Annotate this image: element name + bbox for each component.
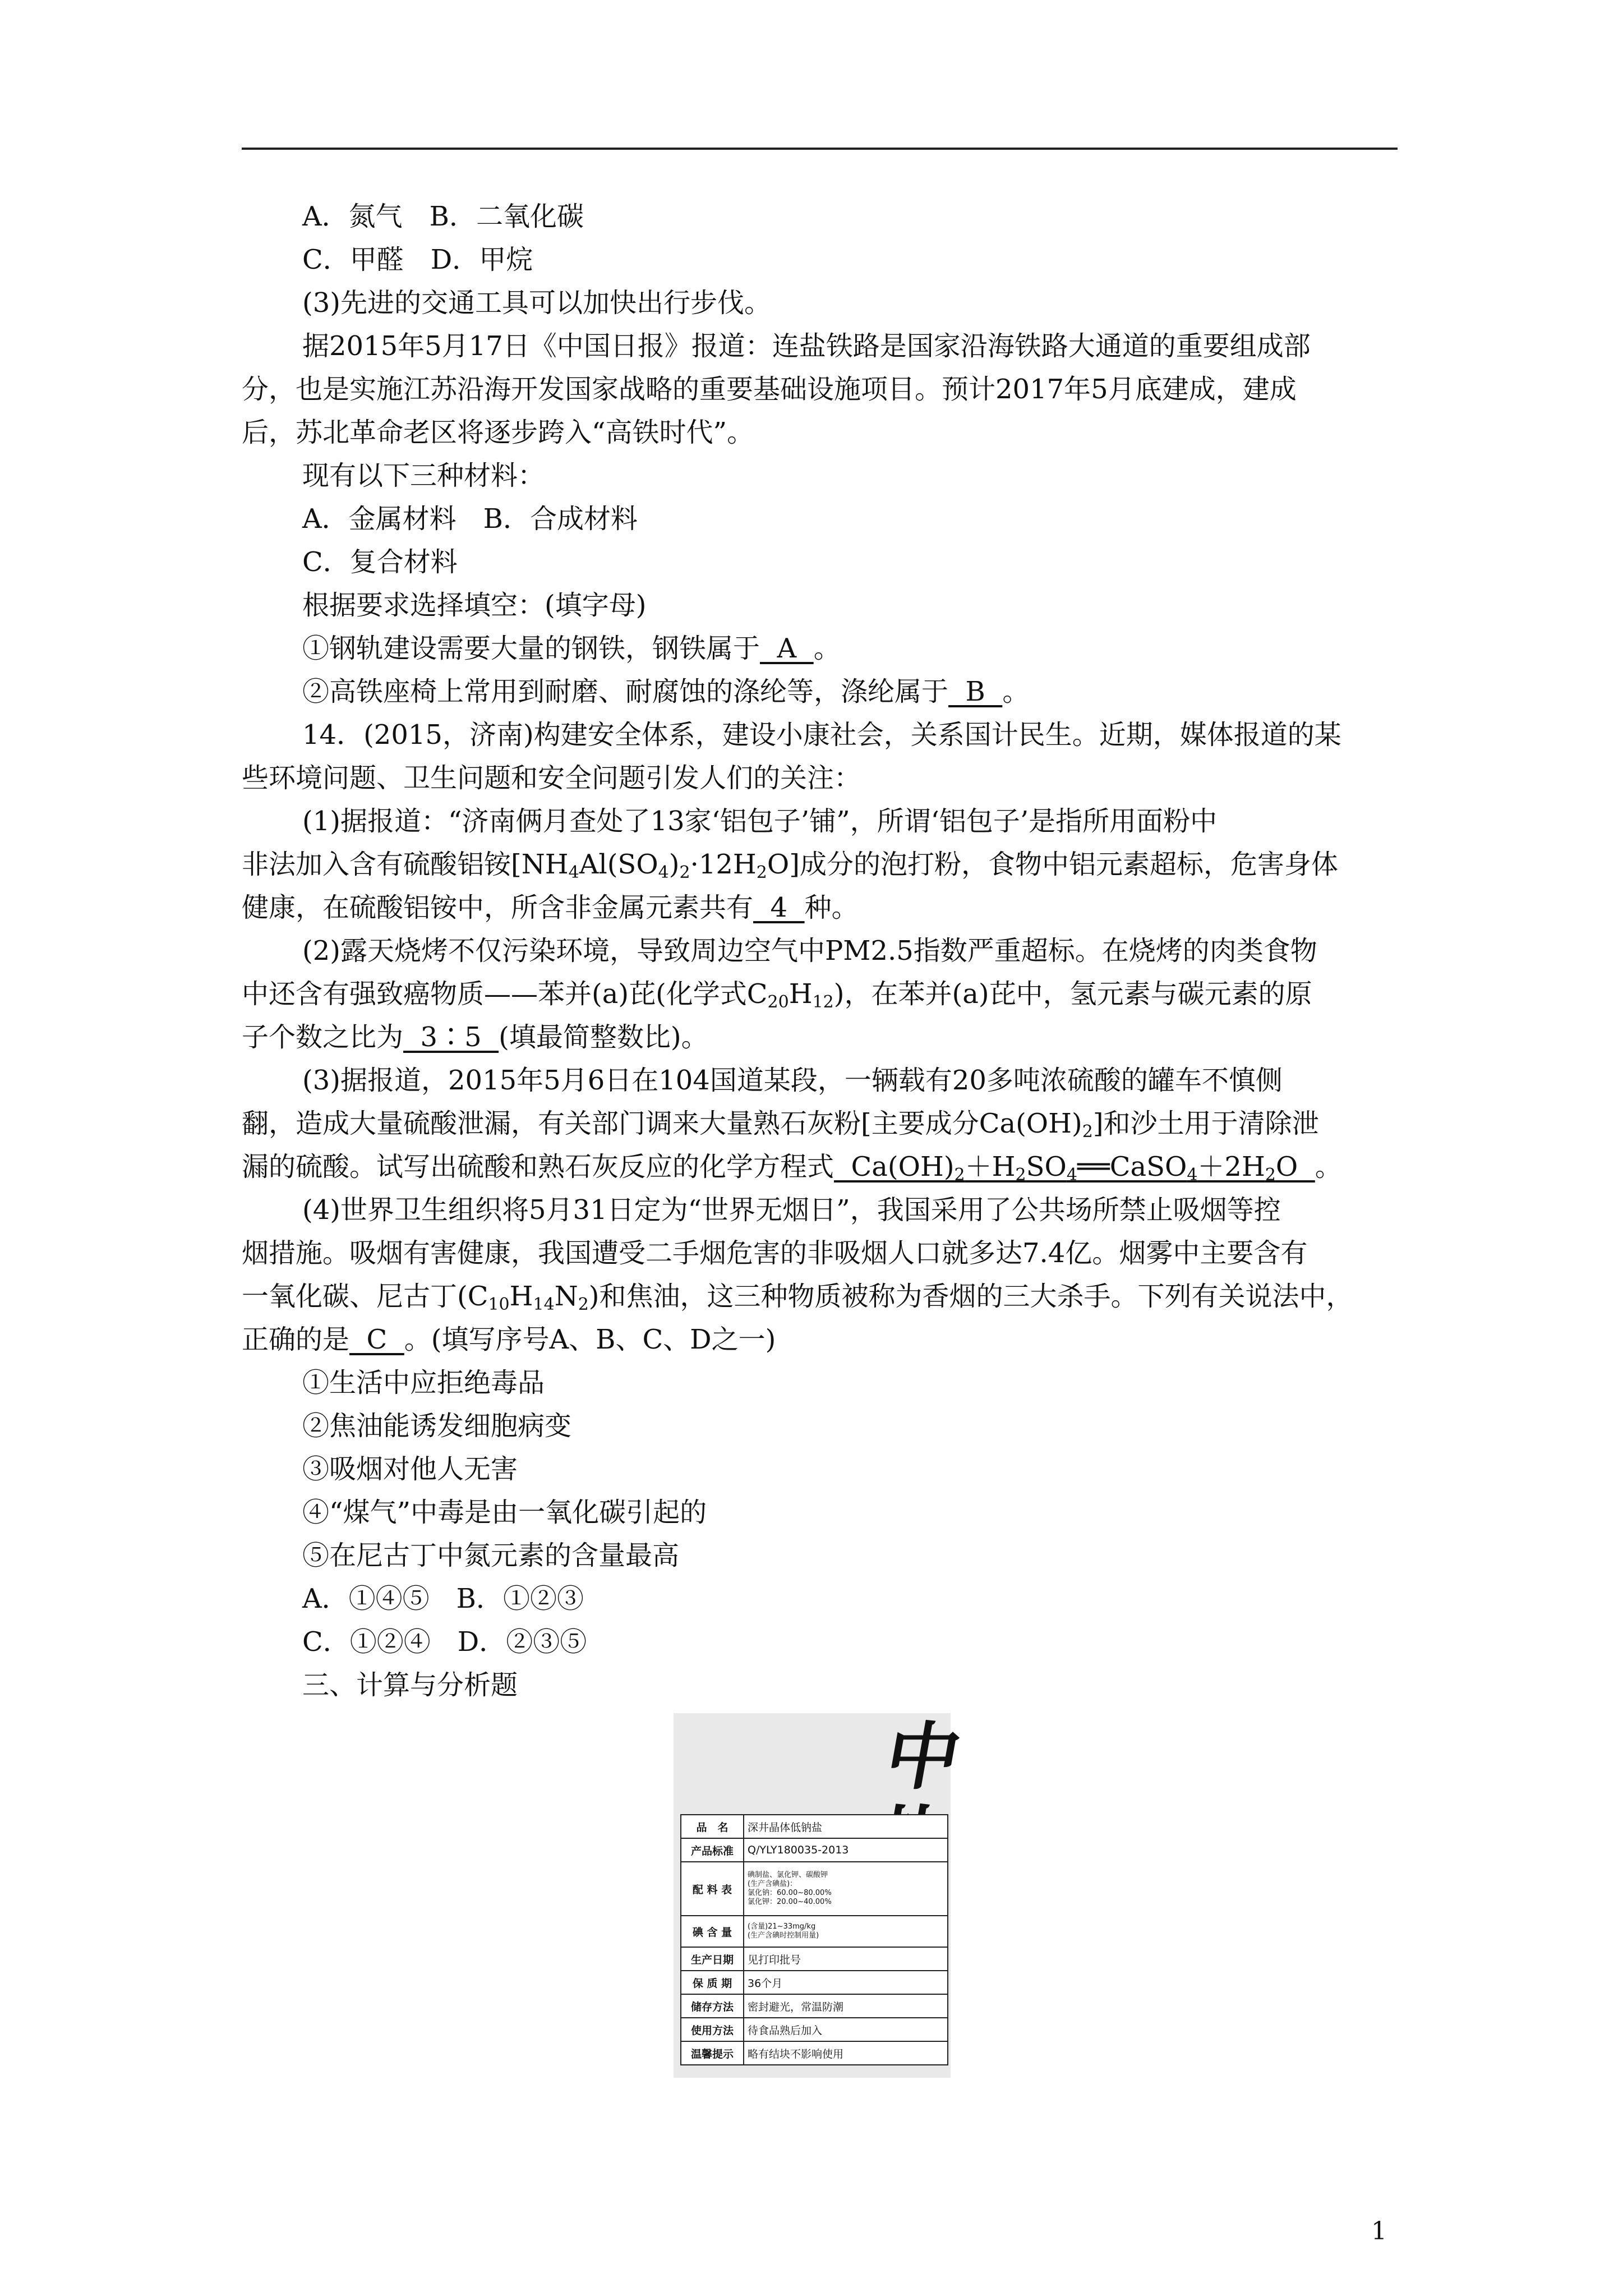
label-value: 略有结块不影响使用 xyxy=(744,2041,948,2065)
label-value: 见打印批号 xyxy=(744,1947,948,1971)
text-line: (2)露天烧烤不仅污染环境，导致周边空气中PM2.5指数严重超标。在烧烤的肉类食物 xyxy=(302,935,1317,967)
label-value: 碘制盐、氯化钾、碳酸钾 (生产含碘盐)： 氯化钠：60.00~80.00% 氯化钾：20.00~40.00% xyxy=(744,1862,948,1916)
label-value: 36个月 xyxy=(744,1971,948,1994)
label-row xyxy=(681,1815,948,1838)
section-heading: 三、计算与分析题 xyxy=(302,1669,518,1701)
label-key: 储存方法 xyxy=(681,1994,744,2018)
text-line: 子个数之比为 3∶5 (填最简整数比)。 xyxy=(242,1022,708,1053)
label-key: 配 料 表 xyxy=(681,1862,744,1916)
option-line: ⑤在尼古丁中氮元素的含量最高 xyxy=(302,1540,680,1571)
brand-logo: 中盐 xyxy=(879,1714,962,1800)
text-line: (3)先进的交通工具可以加快出行步伐。 xyxy=(302,287,771,319)
text-line: ①钢轨建设需要大量的钢铁，钢铁属于 A 。 xyxy=(302,633,841,664)
label-row xyxy=(681,1838,948,1862)
text-line: 烟措施。吸烟有害健康，我国遭受二手烟危害的非吸烟人口就多达7.4亿。烟雾中主要含有 xyxy=(242,1237,1308,1269)
label-key: 品 名 xyxy=(681,1815,744,1838)
salt-label-image xyxy=(674,1713,962,2078)
text-line: A．氮气 B．二氧化碳 xyxy=(302,201,584,232)
text-line: 后，苏北革命老区将逐步跨入“高铁时代”。 xyxy=(242,417,754,448)
text-line: (3)据报道，2015年5月6日在104国道某段，一辆载有20多吨浓硫酸的罐车不慎侧 xyxy=(302,1065,1283,1096)
answer-blank: B xyxy=(948,676,1003,707)
text-line: 一氧化碳、尼古丁$(C_{10}H_{14}N_2)$和焦油，这三种物质被称为香烟的三大杀手。下列有关说法中， xyxy=(242,1281,1353,1314)
option-line: ④“煤气”中毒是由一氧化碳引起的 xyxy=(302,1497,707,1528)
text-line: 中还含有强致癌物质——苯并(a)芘(化学式$C_{20}H_{12}$)，在苯并(a)芘中，氢元素与碳元素的原 xyxy=(242,978,1312,1012)
text-line: 非法加入含有硫酸铝铵$[NH_4Al(SO_4)_2\cdot 12H_2O]$成分的泡打粉，食物中铝元素超标，危害身体 xyxy=(242,849,1338,882)
text-line: A．金属材料 B．合成材料 xyxy=(302,503,638,535)
question-14-stem: 14．(2015，济南)构建安全体系，建设小康社会，关系国计民生。近期，媒体报道的某 xyxy=(302,719,1341,751)
text-line: 根据要求选择填空：(填字母) xyxy=(302,590,647,621)
header-rule xyxy=(242,148,1398,150)
text-line: (4)世界卫生组织将5月31日定为“世界无烟日”，我国采用了公共场所禁止吸烟等控 xyxy=(302,1194,1281,1226)
label-value: 密封避光，常温防潮 xyxy=(744,1994,948,2018)
label-key: 生产日期 xyxy=(681,1947,744,1971)
label-row xyxy=(681,1862,948,1916)
label-row xyxy=(681,1916,948,1947)
label-row xyxy=(681,1994,948,2018)
label-row xyxy=(681,1971,948,1994)
label-value: 待食品熟后加入 xyxy=(744,2018,948,2041)
label-value: (含量)21~33mg/kg (生产含碘时控制用量) xyxy=(744,1916,948,1947)
label-key: 碘 含 量 xyxy=(681,1916,744,1947)
choice-line: A．①④⑤ B．①②③ xyxy=(302,1583,584,1614)
salt-label-table xyxy=(680,1814,948,2065)
answer-blank: 3∶5 xyxy=(403,1022,499,1053)
text-line: 据2015年5月17日《中国日报》报道：连盐铁路是国家沿海铁路大通道的重要组成部 xyxy=(302,330,1311,362)
text-line: 正确的是 C 。(填写序号A、B、C、D之一) xyxy=(242,1324,776,1355)
label-key: 产品标准 xyxy=(681,1838,744,1862)
text-line: C．甲醛 D．甲烷 xyxy=(302,244,533,275)
text-line: 现有以下三种材料： xyxy=(302,460,545,491)
label-row xyxy=(681,1947,948,1971)
answer-blank: C xyxy=(349,1324,404,1355)
option-line: ①生活中应拒绝毒品 xyxy=(302,1367,545,1398)
text-line: 些环境问题、卫生问题和安全问题引发人们的关注： xyxy=(242,762,861,794)
answer-blank: 4 xyxy=(753,892,805,923)
label-value: Q/YLY180035-2013 xyxy=(744,1838,948,1862)
text-line: (1)据报道：“济南俩月查处了13家‘铝包子’铺”，所谓‘铝包子’是指所用面粉中 xyxy=(302,806,1218,837)
label-row xyxy=(681,2041,948,2065)
option-line: ②焦油能诱发细胞病变 xyxy=(302,1410,572,1442)
page-number: 1 xyxy=(1371,2217,1387,2246)
label-value: 深井晶体低钠盐 xyxy=(744,1815,948,1838)
label-key: 温馨提示 xyxy=(681,2041,744,2065)
answer-equation: $Ca(OH)_2+H_2SO_4══CaSO_4+2H_2O$ xyxy=(834,1151,1315,1185)
choice-line: C．①②④ D．②③⑤ xyxy=(302,1626,587,1658)
text-line: ②高铁座椅上常用到耐磨、耐腐蚀的涤纶等，涤纶属于 B 。 xyxy=(302,676,1030,707)
text-line: 漏的硫酸。试写出硫酸和熟石灰反应的化学方程式 $Ca(OH)_2+H_2SO_4══CaSO_4+2H_2O$ 。 xyxy=(242,1151,1342,1185)
text-line: 健康，在硫酸铝铵中，所含非金属元素共有 4 种。 xyxy=(242,892,859,923)
label-row xyxy=(681,2018,948,2041)
option-line: ③吸烟对他人无害 xyxy=(302,1453,518,1485)
text-line: C．复合材料 xyxy=(302,546,458,578)
text-line: 分，也是实施江苏沿海开发国家战略的重要基础设施项目。预计2017年5月底建成，建成 xyxy=(242,374,1297,405)
label-key: 使用方法 xyxy=(681,2018,744,2041)
answer-blank: A xyxy=(760,633,814,664)
text-line: 翻，造成大量硫酸泄漏，有关部门调来大量熟石灰粉[主要成分$Ca(OH)_2$]和沙土用于清除泄 xyxy=(242,1108,1319,1142)
label-key: 保 质 期 xyxy=(681,1971,744,1994)
